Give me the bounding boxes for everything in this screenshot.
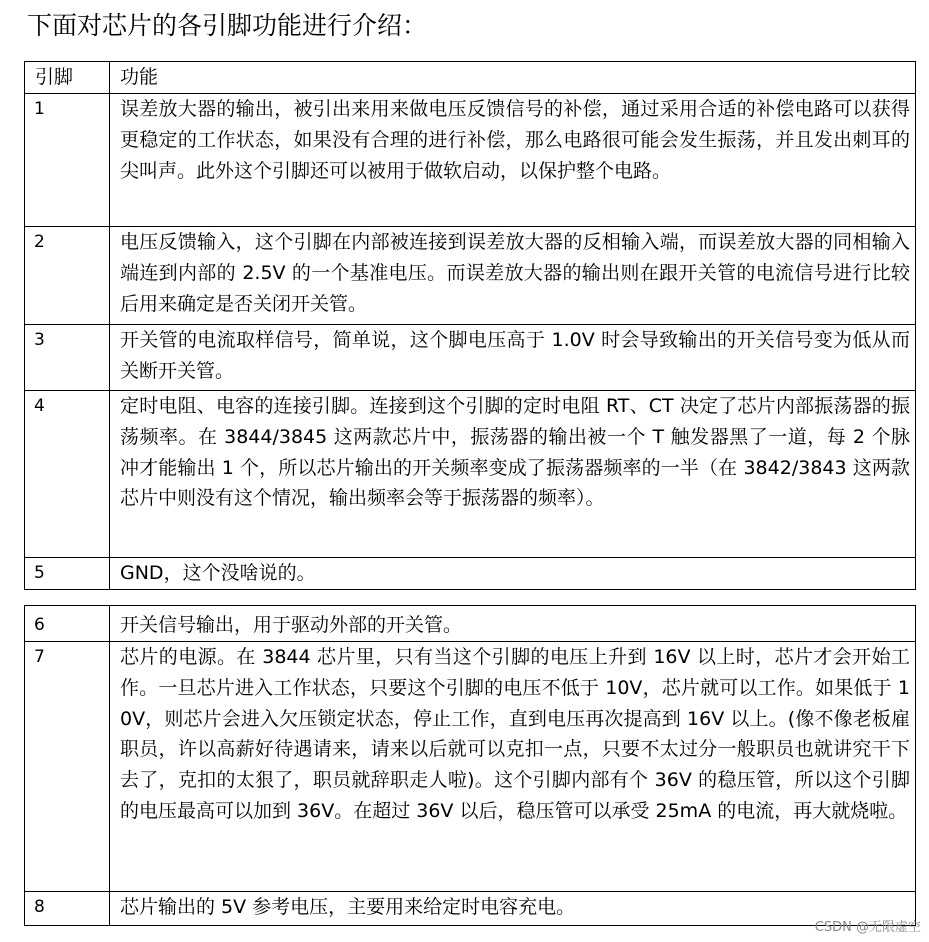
page-title: 下面对芯片的各引脚功能进行介绍： (27, 11, 428, 40)
pin-function-table-2 (24, 605, 916, 926)
pin-function: 开关管的电流取样信号，简单说，这个脚电压高于 1.0V 时会导致输出的开关信号变为低从而关断开关管。 (110, 325, 916, 391)
pin-number: 3 (25, 325, 110, 391)
header-pin: 引脚 (25, 62, 110, 94)
table-row (25, 94, 916, 227)
header-function: 功能 (110, 62, 916, 94)
pin-number: 5 (25, 558, 110, 590)
table-row (25, 325, 916, 391)
pin-function: 电压反馈输入，这个引脚在内部被连接到误差放大器的反相输入端，而误差放大器的同相输入端连到内部的 2.5V 的一个基准电压。而误差放大器的输出则在跟开关管的电流信号进行比较后用来确定是否关闭开关管。 (110, 227, 916, 325)
table-row (25, 642, 916, 892)
pin-function-table-1 (24, 61, 916, 590)
pin-function: 误差放大器的输出，被引出来用来做电压反馈信号的补偿，通过采用合适的补偿电路可以获得更稳定的工作状态，如果没有合理的进行补偿，那么电路很可能会发生振荡，并且发出刺耳的尖叫声。此外这个引脚还可以被用于做软启动，以保护整个电路。 (110, 94, 916, 227)
table-row (25, 227, 916, 325)
pin-number: 1 (25, 94, 110, 227)
table-row (25, 606, 916, 642)
pin-function: 芯片的电源。在 3844 芯片里，只有当这个引脚的电压上升到 16V 以上时，芯片才会开始工作。一旦芯片进入工作状态，只要这个引脚的电压不低于 10V，芯片就可以工作。如果低于 10V，则芯片会进入欠压锁定状态，停止工作，直到电压再次提高到 16V 以上。(像不像老板雇职员，许以高薪好待遇请来，请来以后就可以克扣一点，只要不太过分一般职员也就讲究干下去了，克扣的太狠了，职员就辞职走人啦)。这个引脚内部有个 36V 的稳压管，所以这个引脚的电压最高可以加到 36V。在超过 36V 以后，稳压管可以承受 25mA 的电流，再大就烧啦。 (110, 642, 916, 892)
table-row (25, 558, 916, 590)
pin-number: 2 (25, 227, 110, 325)
pin-number: 8 (25, 892, 110, 926)
pin-function: 开关信号输出，用于驱动外部的开关管。 (110, 606, 916, 642)
pin-function: 定时电阻、电容的连接引脚。连接到这个引脚的定时电阻 RT、CT 决定了芯片内部振荡器的振荡频率。在 3844/3845 这两款芯片中，振荡器的输出被一个 T 触发器黑了一道，每 2 个脉冲才能输出 1 个，所以芯片输出的开关频率变成了振荡器频率的一半（在 3842/3843 这两款芯片中则没有这个情况，输出频率会等于振荡器的频率）。 (110, 391, 916, 558)
table-row (25, 391, 916, 558)
pin-function: 芯片输出的 5V 参考电压，主要用来给定时电容充电。 (110, 892, 916, 926)
pin-function: GND，这个没啥说的。 (110, 558, 916, 590)
csdn-watermark: CSDN @无限虚空 (814, 920, 921, 935)
table-header-row (25, 62, 916, 94)
pin-number: 4 (25, 391, 110, 558)
pin-number: 6 (25, 606, 110, 642)
pin-number: 7 (25, 642, 110, 892)
table-row (25, 892, 916, 926)
